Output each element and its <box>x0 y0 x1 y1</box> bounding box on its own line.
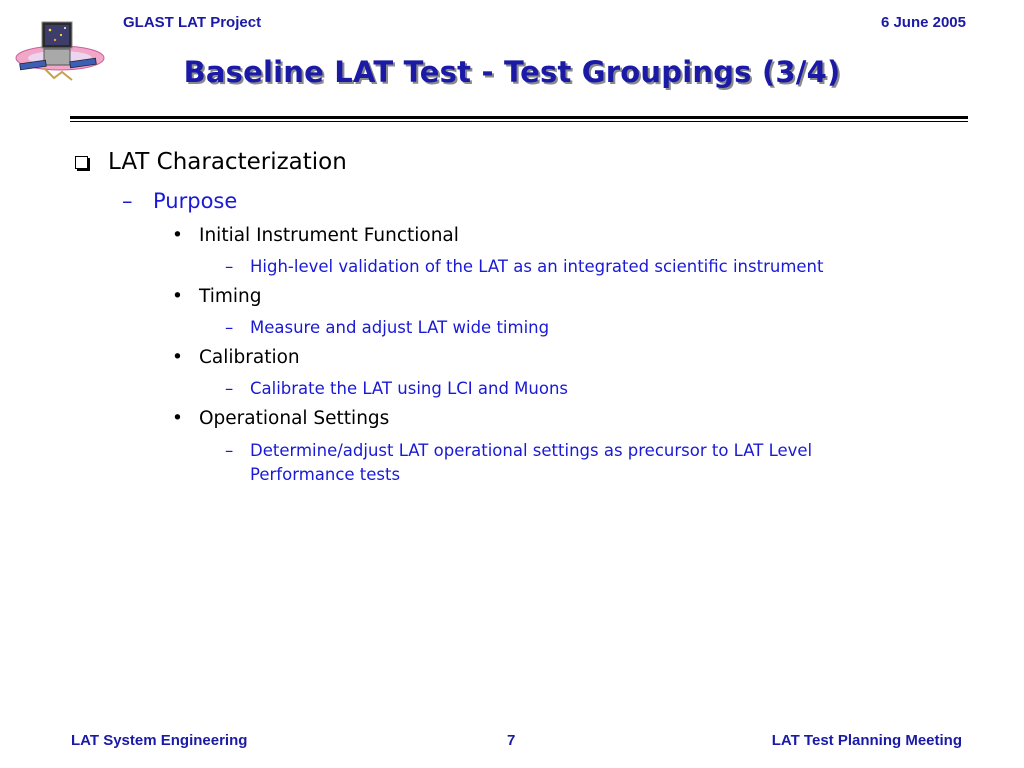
dash-bullet-icon: – <box>225 441 234 460</box>
dot-bullet-icon: • <box>172 408 183 429</box>
footer-organization: LAT System Engineering <box>71 732 248 749</box>
footer-meeting: LAT Test Planning Meeting <box>771 732 962 749</box>
level1-heading: LAT Characterization <box>108 149 347 175</box>
dot-bullet-icon: • <box>172 225 183 246</box>
dash-bullet-icon: – <box>225 257 234 276</box>
header-project: GLAST LAT Project <box>123 14 262 31</box>
dash-bullet-icon: – <box>122 189 133 213</box>
item-heading-calibration: Calibration <box>199 347 300 368</box>
square-bullet-icon <box>75 156 88 169</box>
item-heading-timing: Timing <box>199 286 262 307</box>
item-heading-operational-settings: Operational Settings <box>199 408 390 429</box>
level2-heading: Purpose <box>153 189 238 213</box>
item-detail: Calibrate the LAT using LCI and Muons <box>250 379 569 398</box>
item-detail: Determine/adjust LAT operational settings as precursor to LAT Level <box>250 441 813 460</box>
header-date: 6 June 2005 <box>880 14 966 31</box>
item-detail: High-level validation of the LAT as an integrated scientific instrument <box>250 257 824 276</box>
dot-bullet-icon: • <box>172 347 183 368</box>
slide-title: Baseline LAT Test - Test Groupings (3/4) <box>183 55 841 89</box>
dash-bullet-icon: – <box>225 318 234 337</box>
dash-bullet-icon: – <box>225 379 234 398</box>
item-detail-continued: Performance tests <box>250 465 401 484</box>
item-detail: Measure and adjust LAT wide timing <box>250 318 550 337</box>
item-heading-initial-functional: Initial Instrument Functional <box>199 225 459 246</box>
page-number: 7 <box>507 732 516 749</box>
dot-bullet-icon: • <box>172 286 183 307</box>
